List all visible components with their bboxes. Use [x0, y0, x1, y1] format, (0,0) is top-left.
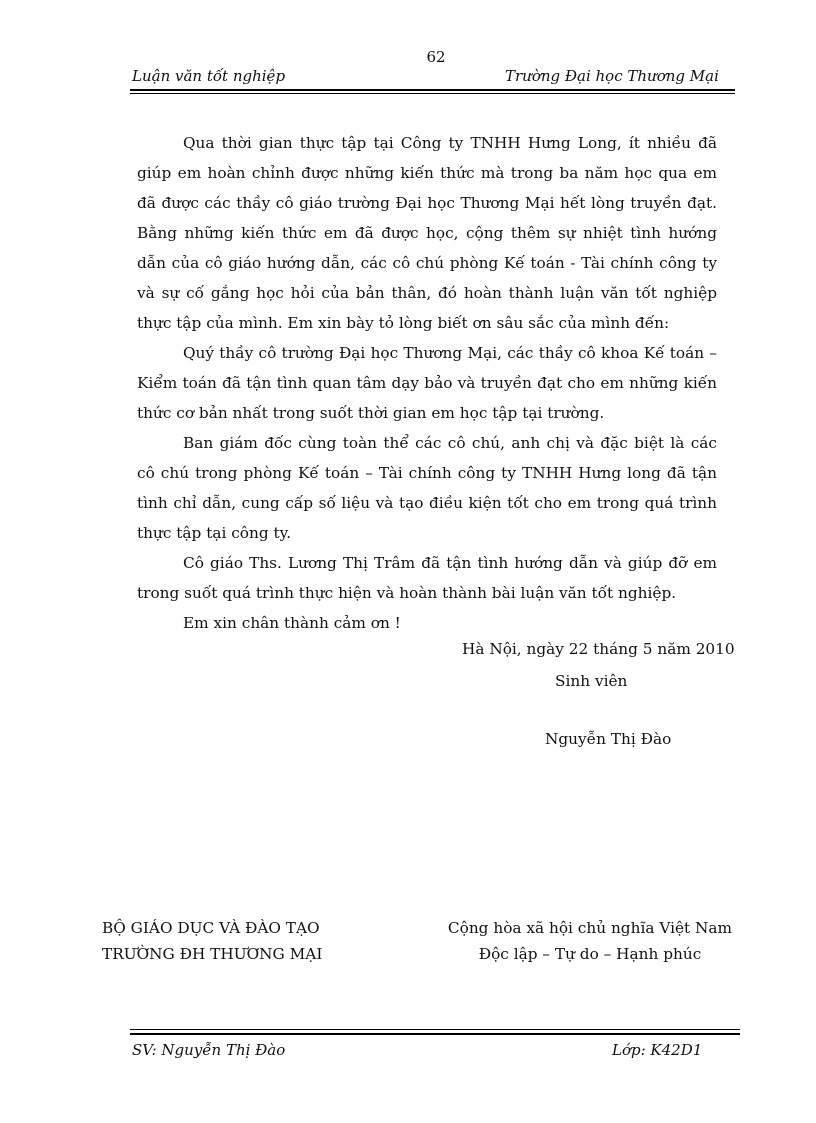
footer-student-name: SV: Nguyễn Thị Đào: [132, 1041, 286, 1059]
footer-rule-thin: [130, 1029, 740, 1030]
header-rule-thick: [130, 89, 735, 91]
paragraph-thanks: Em xin chân thành cảm ơn !: [183, 614, 401, 632]
acknowledgement-body: [137, 128, 717, 638]
header-thesis-label: Luận văn tốt nghiệp: [132, 67, 286, 85]
paragraph-supervisor: Cô giáo Ths. Lương Thị Trâm đã tận tình hướng dẫn và giúp đỡ em trong suốt quá trình thực hiện và hoàn thành bài luận văn tốt nghiệp.: [137, 554, 717, 602]
footer-class: Lớp: K42D1: [612, 1041, 703, 1059]
institution-school: TRƯỜNG ĐH THƯƠNG MẠI: [102, 945, 323, 963]
paragraph-intro: Qua thời gian thực tập tại Công ty TNHH Hưng Long, ít nhiều đã giúp em hoàn chỉnh được những kiến thức mà trong ba năm học qua em đã được các thầy cô giáo trường Đại học Thương Mại hết lòng truyền đạt. Bằng những kiến thức em đã được học, cộng thêm sự nhiệt tình hướng dẫn của cô giáo hướng dẫn, các cô chú phòng Kế toán - Tài chính công ty và sự cố gắng học hỏi của bản thân, đó hoàn thành luận văn tốt nghiệp thực tập của mình. Em xin bày tỏ lòng biết ơn sâu sắc của mình đến:: [137, 134, 717, 332]
signature-role: Sinh viên: [555, 672, 628, 690]
national-motto-block: [440, 915, 740, 967]
page-number: 62: [426, 48, 446, 66]
signature-date: Hà Nội, ngày 22 tháng 5 năm 2010: [462, 640, 735, 658]
institution-block: [102, 915, 322, 967]
header-university-label: Trường Đại học Thương Mại: [505, 67, 719, 85]
paragraph-company-staff: Ban giám đốc cùng toàn thể các cô chú, anh chị và đặc biệt là các cô chú trong phòng Kế toán – Tài chính công ty TNHH Hưng long đã tận tình chỉ dẫn, cung cấp số liệu và tạo điều kiện tốt cho em trong quá trình thực tập tại công ty.: [137, 434, 717, 542]
signature-name: Nguyễn Thị Đào: [545, 730, 672, 748]
paragraph-university-teachers: Quý thầy cô trường Đại học Thương Mại, các thầy cô khoa Kế toán – Kiểm toán đã tận tình quan tâm dạy bảo và truyền đạt cho em những kiến thức cơ bản nhất trong suốt thời gian em học tập tại trường.: [137, 344, 717, 422]
header-rule-thin: [130, 93, 735, 94]
national-motto-slogan: Độc lập – Tự do – Hạnh phúc: [478, 945, 702, 963]
national-motto-country: Cộng hòa xã hội chủ nghĩa Việt Nam: [447, 919, 733, 937]
institution-ministry: BỘ GIÁO DỤC VÀ ĐÀO TẠO: [102, 919, 320, 937]
footer-rule-thick: [130, 1033, 740, 1035]
